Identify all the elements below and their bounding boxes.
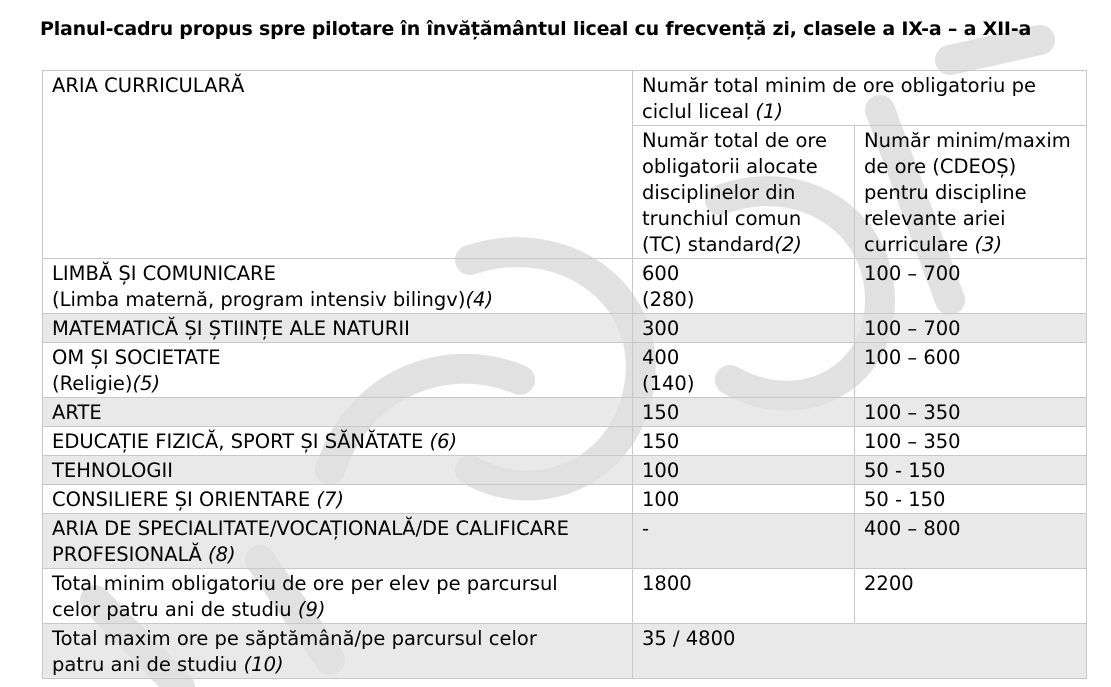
row-area-label: Total maxim ore pe săptămână/pe parcursul celor [52,627,537,650]
row-cdeos-cell [855,485,1087,514]
table-row [43,485,1087,514]
row-cdeos-cell [855,456,1087,485]
row-cdeos-value: 100 – 350 [864,401,961,424]
row-tc-value: 400 [642,346,680,369]
table-row [43,427,1087,456]
row-total-cell [633,624,1087,679]
row-cdeos-cell [855,514,1087,569]
row-area-label: LIMBĂ ȘI COMUNICARE [52,262,276,285]
table-row [43,514,1087,569]
row-area-label: EDUCAȚIE FIZICĂ, SPORT ȘI SĂNĂTATE [52,430,424,453]
row-cdeos-value: 50 - 150 [864,488,946,511]
row-area-cell [43,456,633,485]
row-cdeos-cell [855,569,1087,624]
row-tc-value: 1800 [642,572,692,595]
row-cdeos-value: 100 – 600 [864,346,961,369]
row-area-sub: (Religie) [52,372,133,395]
row-tc-value: 35 / 4800 [642,627,736,650]
row-cdeos-cell [855,343,1087,398]
row-area-label: ARIA DE SPECIALITATE/VOCAȚIONALĂ/DE CALIFICARE [52,517,569,540]
row-tc-value: 150 [642,401,680,424]
row-cdeos-cell [855,427,1087,456]
row-tc-sub: (280) [642,288,695,311]
row-note: (7) [316,488,345,511]
header-cdeos-cell [855,126,1087,259]
row-area-sub: (Limba maternă, program intensiv bilingv) [52,288,466,311]
row-cdeos-value: 100 – 700 [864,262,961,285]
header-tc-cell [633,126,855,259]
row-note: (10) [243,653,284,676]
row-area-label-cont: PROFESIONALĂ [52,543,202,566]
row-tc-cell [633,398,855,427]
row-cdeos-cell [855,314,1087,343]
row-tc-cell [633,569,855,624]
row-cdeos-value: 400 – 800 [864,517,961,540]
row-tc-cell [633,259,855,314]
header-total-note: (1) [755,100,784,123]
row-tc-cell [633,427,855,456]
row-area-cell [43,314,633,343]
row-note: (8) [208,543,236,566]
table-header-row [43,71,1087,126]
curriculum-framework-table [42,70,1087,679]
header-cdeos-note: (3) [974,233,1003,256]
page-title: Planul-cadru propus spre pilotare în învățământul liceal cu frecvență zi, clasele a IX-a – a XII-a [40,18,1032,40]
row-area-label-cont: patru ani de studiu [52,653,238,676]
table-row [43,624,1087,679]
row-tc-cell [633,485,855,514]
table-row [43,456,1087,485]
row-tc-cell [633,514,855,569]
row-area-cell [43,259,633,314]
table-row [43,569,1087,624]
header-area-cell [43,71,633,259]
row-area-label: ARTE [52,401,102,424]
header-total-label: Număr total minim de ore obligatoriu pe ciclul liceal [642,74,1036,123]
row-cdeos-cell [855,398,1087,427]
table-row [43,259,1087,314]
row-tc-cell [633,343,855,398]
row-note: (6) [429,430,458,453]
header-area-label: ARIA CURRICULARĂ [52,74,245,97]
row-tc-value: 300 [642,317,680,340]
row-tc-cell [633,314,855,343]
row-tc-value: 600 [642,262,680,285]
header-cdeos-label: Număr minim/maxim de ore (CDEOȘ) pentru discipline relevante ariei curriculare [864,129,1071,256]
row-area-label: CONSILIERE ȘI ORIENTARE [52,488,311,511]
row-area-cell [43,624,633,679]
row-area-label: MATEMATICĂ ȘI ȘTIINȚE ALE NATURII [52,317,410,340]
row-note: (5) [132,372,161,395]
row-area-cell [43,427,633,456]
row-note: (4) [465,288,494,311]
row-area-cell [43,569,633,624]
row-area-label: Total minim obligatoriu de ore per elev pe parcursul [52,572,558,595]
row-area-label: OM ȘI SOCIETATE [52,346,221,369]
row-tc-cell [633,456,855,485]
row-area-label-cont: celor patru ani de studiu [52,598,292,621]
row-area-cell [43,343,633,398]
header-tc-label: Număr total de ore obligatorii alocate disciplinelor din trunchiul comun (TC) standard [642,129,827,256]
row-cdeos-value: 100 – 350 [864,430,961,453]
table-row [43,314,1087,343]
row-tc-value: 100 [642,459,680,482]
row-tc-value: 150 [642,430,680,453]
header-total-cell [633,71,1087,126]
row-cdeos-value: 50 - 150 [864,459,946,482]
row-tc-value: - [642,517,650,540]
row-cdeos-value: 2200 [864,572,914,595]
table-row [43,398,1087,427]
table-row [43,343,1087,398]
row-tc-value: 100 [642,488,680,511]
header-tc-note: (2) [774,233,802,256]
row-area-cell [43,398,633,427]
row-tc-sub: (140) [642,372,695,395]
row-note: (9) [297,598,326,621]
row-area-cell [43,485,633,514]
row-cdeos-cell [855,259,1087,314]
row-area-cell [43,514,633,569]
row-area-label: TEHNOLOGII [52,459,173,482]
row-cdeos-value: 100 – 700 [864,317,961,340]
